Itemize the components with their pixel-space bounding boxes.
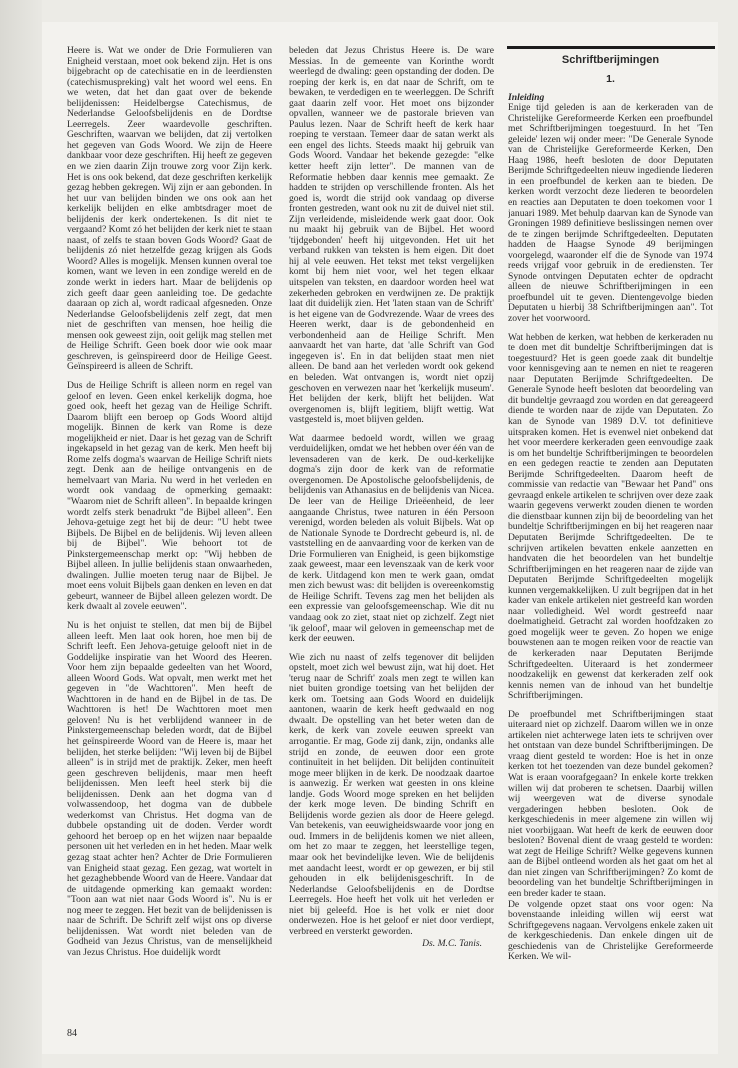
paragraph: Heere is. Wat we onder de Drie Formulieren van Enigheid verstaan, moet ook bekend zijn. Het is ons bijgebracht op de catechisatie en in de leerdiensten (catechismuspreking) valt het woord wel eens. En we weten, dat het dan gaat over de bekende belijdenissen: Heidelbergse Catechismus, de Nederlandse Geloofsbelijdenis en de Dordtse Leerregels. Zeer waardevolle geschriften. Geschriften, waarvan we belijden, dat zij vertolken het gegeven van Gods Woord. We zijn de Heere dankbaar voor deze geschriften. Hij heeft ze gegeven en we zien daarin Zijn trouwe zorg voor Zijn kerk. Het is ons ook bekend, dat deze geschriften kerkelijk gezag hebben gekregen. Wij zijn er aan gebonden. In het uur van belijden binden we ons ook aan het kerkelijk belijden en elke ambtsdrager moet de belijdenis der kerk ondertekenen. Is dit niet te vergaand? Komt zó het belijden der kerk niet te staan naast, of zelfs te staan boven Gods Woord? Gaat de belijdenis zó niet hetzelfde gezag krijgen als Gods Woord? Alles is mogelijk. Mensen kunnen overal toe komen, want we leven in een zondige wereld en de zonde werkt in ieders hart. Maar de belijdenis op zich geeft daar geen aanleiding toe. De gedachte daaraan op zich al, wordt radicaal afgesneden. Onze Nederlandse Geloofsbelijdenis zelf zegt, dat men niet de geschriften van mensen, hoe heilig die mensen ook geweest zijn, ooit gelijk mag stellen met de Heilige Schrift. Geen boek door wie ook maar geschreven, is geïnspireerd door de Heilige Geest. Geïnspireerd is alleen de Schrift. <box>67 46 272 373</box>
page-number: 84 <box>67 1028 77 1039</box>
section-heading: Inleiding <box>508 91 545 103</box>
column-middle <box>289 46 494 1016</box>
column-right <box>508 54 713 1064</box>
paragraph: beleden dat Jezus Christus Heere is. De ware Messias. In de gemeente van Korinthe wordt weerlegd de dwaling: geen opstanding der doden. De roeping der kerk is, en dat naar de Schrift, om te bewaken, te verdedigen en te weerleggen. De Schrift gaat daarin zelf voor. Het moet ons bijzonder opvallen, wanneer we de pastorale brieven van Paulus lezen. Naar de Schrift heeft de kerk haar roeping te verstaan. Temeer daar de satan werkt als een engel des lichts. Steeds maakt hij gebruik van Gods Woord. Vandaar het bekende gezegde: "elke ketter heeft zijn letter". De mannen van de Reformatie hebben daar kennis mee gemaakt. Ze hadden te strijden op verschillende fronten. Als het goed is, wordt die strijd ook vandaag op diverse fronten gestreden, want ook nu zit de duivel niet stil. Zijn verleidende, misleidende werk gaat door. Ook nu maakt hij gebruik van de Bijbel. Het woord 'tijdgebonden' heeft hij uitgevonden. Het uit het verband rukken van teksten is hem eigen. Dit doet hij al vele eeuwen. Het tekst met tekst vergelijken komt bij hem niet voor, wel het tegen elkaar uitspelen van teksten, en daardoor worden heel wat zekerheden gebroken en verdwijnen ze. De praktijk laat dit duidelijk zien. Het 'laten staan van de Schrift' is het eigene van de Godvrezende. Waar de vrees des Heeren werkt, daar is de gebondenheid en verbondenheid aan de Heilige Schrift. Men aanvaardt het van harte, dat 'alle Schrift van God ingegeven is'. En in dat belijden staat men niet alleen. De band aan het verleden wordt ook gekend en beleden. Wat ontvangen is, wordt niet opzij geschoven en verwezen naar het 'kerkelijk museum'. Het belijden der kerk, blijft het belijden. Wat overgenomen is, blijft legitiem, blijft wettig. Wat vastgesteld is, moet blijven gelden. <box>289 46 494 426</box>
paragraph: Nu is het onjuist te stellen, dat men bij de Bijbel alleen leeft. Men laat ook horen, hoe men bij de Schrift leeft. Een Jehova-getuige gelooft niet in de Goddelijke inspiratie van het Woord des Heeren. Voor hem zijn bepaalde gedeelten van het Woord, alleen Woord Gods. Wat opvalt, men werkt met het gegeven in "de Wachttoren". Men heeft de Wachttoren in de hand en de Bijbel in de tas. De Wachttoren is het! De Wachttoren moet men geloven! Nu is het verblijdend wanneer in de Pinkstergemeenschap beleden wordt, dat de Bijbel het geïnspireerde Woord van de Heere is, maar het belijden, het sterke belijden: "Wij leven bij de Bijbel alleen" is in strijd met de praktijk. Zeker, men heeft geen geschreven belijdenis, maar men heeft belijdenissen. Men leeft heel sterk bij die belijdenissen. Denk aan het dogma van d volwassendoop, het dogma van de dubbele wederkomst van Christus. Het dogma van de dubbele opstanding uit de doden. Verder wordt gehoord het beroep op en het wijzen naar bepaalde personen uit het verleden en in het heden. Maar welk gezag staat achter hen? Achter de Drie Formulieren van Enigheid staat gezag. Een gezag, wat wortelt in het gezaghebbende Woord van de Heere. Vandaar dat de uitdagende opmerking kan gemaakt worden: "Toon aan wat niet naar Gods Woord is". Nu is er nog meer te zeggen. Het bezit van de belijdenissen is naar de Schrift. De Schrift zelf wijst ons op diverse belijdenissen. Wat wordt niet beleden van de Godheid van Jezus Christus, van de menselijkheid van Jezus Christus. Hoe duidelijk wordt <box>67 619 272 958</box>
paragraph: Enige tijd geleden is aan de kerkeraden van de Christelijke Gereformeerde Kerken een proefbundel met Schriftberijmingen toegestuurd. In het 'Ten geleide' lezen wij onder meer: "De Generale Synode van de Christelijke Gereformeerde Kerken, Den Haag 1986, heeft besloten de door Deputaten Berijmde Schriftgedeelten nieuw ingediende liederen in een proefbundel de kerken aan te bieden. De kerken wordt verzocht deze liederen te beoordelen en reacties aan Deputaten te doen toekomen voor 1 januari 1989. Met behulp daarvan kan de Synode van Groningen 1989 definitieve beslissingen nemen over de te zingen berijmde Schriftgedeelten. Deputaten hadden de Haagse Synode 49 berijmingen voorgelegd, waaronder elf die de Synode van 1974 reeds vrijgaf voor gebruik in de erediensten. Ter Synode ontvingen Deputaten echter de opdracht alleen de nieuwe Schriftberijmingen in een proefbundel uit te geven. Dientengevolge bieden Deputaten u hierbij 38 Schriftberijmingen aan". Tot zover het voorwoord. <box>508 102 713 325</box>
article-title: Schriftberijmingen <box>561 54 660 66</box>
article-top-rule <box>507 46 715 49</box>
author-signature: Ds. M.C. Tanis. <box>422 938 482 950</box>
column-left <box>67 46 272 1006</box>
paragraph: Wie zich nu naast of zelfs tegenover dit belijden opstelt, moet zich wel bewust zijn, wat hij doet. Het 'terug naar de Schrift' zoals men zegt te willen kan niet buiten grondige toetsing van het belijden der kerk om. Toetsing aan Gods Woord en duidelijk aantonen, waarin de kerk heeft gedwaald en nog dwaalt. De opstelling van het beter weten dan de kerk, de kerk van zovele eeuwen spreekt van arrogantie. Er mag, Gode zij dank, zijn, ondanks alle strijd en zonde, de eeuwen door een grote continuïteit in het belijden. Dit belijden continuïteit moge meer blijken in de kerk. De noodzaak daartoe is aanwezig. Er werken wat geesten in ons kleine landje. Gods Woord moge spreken en het belijden der kerk moge leven. De binding Schrift en Belijdenis worde gezien als door de Heere gelegd. Van betekenis, van eeuwigheidswaarde voor jong en oud. Immers in de belijdenis komen we niet alleen, om het zo maar te zeggen, het leerstellige tegen, maar ook het bevindelijke leven. Wie de belijdenis met aandacht leest, wordt er op gewezen, er bij stil gehouden in elk belijdenisgeschrift. In de Nederlandse Geloofsbelijdenis en de Dordtse Leerregels. Hoe heeft het volk uit het verleden er niet bij geleefd. Hoe is het volk er niet door onderwezen. Hoe is het geloof er niet door verdiept, verbreed en versterkt geworden. <box>289 651 494 937</box>
paragraph: De volgende opzet staat ons voor ogen: Na bovenstaande inleiding willen wij eerst wat Schriftgegevens nagaan. Vervolgens enkele zaken uit de kerkgeschiedenis. Dan enkele dingen uit de geschiedenis van de Christelijke Gereformeerde Kerken. We wil- <box>508 898 713 963</box>
paragraph: Dus de Heilige Schrift is alleen norm en regel van geloof en leven. Geen enkel kerkelijk dogma, hoe goed ook, heeft het gezag van de Heilige Schrift. Daarom blijft een beroep op Gods Woord altijd mogelijk. Binnen de kerk van Rome is deze mogelijkheid er niet. Daar is het gezag van de Schrift ingekapseld in het gezag van de kerk. Men heeft bij Rome zelfs dogma's waarvan de Heilige Schrift niets zegt. Denk aan de heilige ontvangenis en de hemelvaart van Maria. Nu werd in het verleden en wordt ook vandaag de opmerking gemaakt: "Waarom niet de Schrift alleen". In bepaalde kringen wordt zelfs sterk benadrukt "de Bijbel alleen". Een Jehova-getuige zegt het bij de deur: "U hebt twee Bijbels. De Bijbel en de belijdenis. Wij leven alleen bij de Bijbel". Wie behoort tot de Pinkstergemeenschap merkt op: "Wij hebben de Bijbel alleen. In jullie belijdenis staan onwaarheden, dwalingen. Jullie moeten terug naar de Bijbel. Je moet eens voluit Bijbels gaan denken en leven en dat gebeurt, wanneer de Bijbel alleen gelezen wordt. De kerk dwaalt al zovele eeuwen". <box>67 379 272 613</box>
paragraph: De proefbundel met Schriftberijmingen staat uiteraard niet op zichzelf. Daarom willen we in onze artikelen niet achterwege laten iets te schrijven over het ontstaan van deze bundel Schriftberijmingen. De vraag dient gesteld te worden: Hoe is het in onze kerken tot het toezenden van deze bundel gekomen? Wat is eraan voorafgegaan? In enkele korte trekken willen wij dat proberen te schetsen. Daarbij willen wij weergeven wat de diverse synodale vergaderingen hebben besloten. Ook de kerkgeschiedenis in meer algemene zin willen wij niet voorbijgaan. Wat heeft de kerk de eeuwen door besloten? Bovenal dient de vraag gesteld te worden: wat zegt de Heilige Schrift? Welke gegevens kunnen aan de Bijbel ontleend worden als het gaat om het al dan niet zingen van Schriftberijmingen? Zo komt de beoordeling van het bundeltje Schriftberijmingen in een breder kader te staan. <box>508 708 713 900</box>
article-part-number: 1. <box>606 73 615 85</box>
paragraph: Wat hebben de kerken, wat hebben de kerkeraden nu te doen met dit bundeltje Schriftberijmingen dat is toegestuurd? Het is geen goede zaak dit bundeltje voor kennisgeving aan te nemen en niet te reageren naar Deputaten Berijmde Schriftgedeelten. De Generale Synode heeft besloten dat beoordeling van dit bundeltje gevraagd zou worden en dat gereageerd diende te worden naar de zijde van Deputaten. Zo kan de Synode van 1989 D.V. tot definitieve uitspraken komen. Het is evenwel niet onbekend dat het voor meerdere kerkeraden geen eenvoudige zaak is om het bundeltje Schriftberijmingen te beoordelen en een gedegen reactie te zenden aan Deputaten Berijmde Schriftgedeelten. Daarom heeft de commissie van redactie van "Bewaar het Pand" ons gevraagd enkele artikelen te schrijven over deze zaak waarin gegevens verwerkt zouden dienen te worden die dienstbaar kunnen zijn bij de beoordeling van het bundeltje Schriftberijmingen en bij het reageren naar Deputaten Berijmde Schriftgedeelten. De te schrijven artikelen bevatten enkele aanzetten en handvaten die het beoordelen van het bundeltje Schriftberijmingen en het reageren naar de zijde van Deputaten Berijmde Schriftgedeelten mogelijk kunnen vergemakkelijken. U zult begrijpen dat in het kader van enkele artikelen niet gestreefd kan worden naar volledigheid. Wel wordt gestreefd naar doelmatigheid. Getracht zal worden hoofdzaken zo goed mogelijk weer te geven. Zo hopen we enige bouwstenen aan te mogen reiken voor de reactie van de kerkeraden naar Deputaten Berijmde Schriftgedeelten. Uiteraard is het zondermeer noodzakelijk en gewenst dat kerkeraden zelf ook kennis nemen van de inhoud van het bundeltje Schriftberijmingen. <box>508 331 713 702</box>
paragraph: Wat daarmee bedoeld wordt, willen we graag verduidelijken, omdat we het hebben over één van de levensaderen van de kerk. De oud-kerkelijke dogma's zijn door de kerk van de reformatie overgenomen. De Apostolische geloofsbelijdenis, de belijdenis van Athanasius en de belijdenis van Nicea. De leer van de Heilige Drieëenheid, de leer aangaande Christus, twee naturen in één Persoon verenigd, worden beleden als voluit Bijbels. Wat op de Nationale Synode te Dordrecht gebeurd is, nl. de vaststelling en de aanvaarding voor de kerken van de Drie Formulieren van Enigheid, is geen bijkomstige zaak geweest, maar een levenszaak van de kerk voor de kerk. Uitdagend kon men te werk gaan, omdat men zich bewust was: dit belijden is overeenkomstig de Heilige Schrift. Tevens zag men het belijden als een expressie van geloofsgemeenschap. Wie dit nu vandaag ook zo ziet, staat niet op zichzelf. Zegt niet 'ik geloof', maar wil geloven in gemeenschap met de kerk der eeuwen. <box>289 432 494 645</box>
page-binding <box>0 0 42 1068</box>
